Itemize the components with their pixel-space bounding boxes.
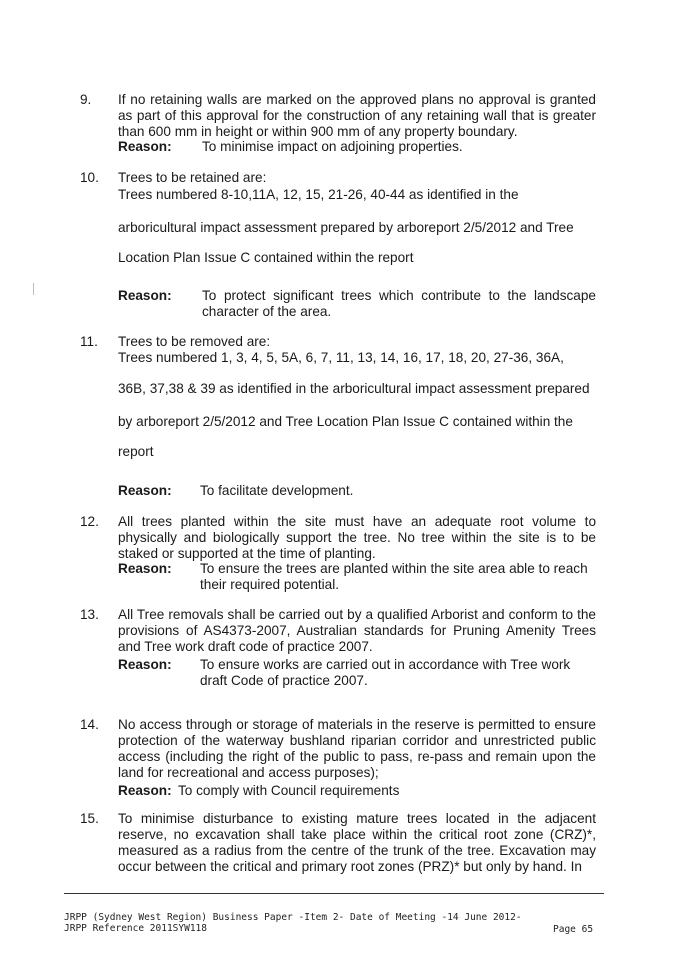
- reason-text: To ensure works are carried out in accordance with Tree work draft Code of practice 2007.: [200, 657, 571, 688]
- reason-text: To minimise impact on adjoining properties.: [202, 139, 463, 154]
- reason-label: Reason:: [118, 288, 172, 303]
- condition-line: by arboreport 2/5/2012 and Tree Location Plan Issue C contained within the: [118, 414, 573, 429]
- condition-line: report: [118, 444, 154, 459]
- condition-text: If no retaining walls are marked on the approved plans no approval is granted as part of this approval for the construction of any retaining wall that is greater than 600 mm in height or within 900 mm of any property boundary.: [118, 92, 596, 139]
- reason-text: To facilitate development.: [200, 483, 354, 498]
- reason-text: To comply with Council requirements: [178, 783, 400, 798]
- footer-divider: [64, 893, 604, 894]
- condition-number: 11.: [80, 334, 98, 349]
- condition-line: Trees to be retained are:: [118, 170, 267, 185]
- reason-label: Reason:: [118, 139, 172, 154]
- condition-line: Trees numbered 1, 3, 4, 5, 5A, 6, 7, 11, 13, 14, 16, 17, 18, 20, 27-36, 36A,: [118, 350, 564, 365]
- reason-text: To protect significant trees which contribute to the landscape character of the area.: [202, 288, 596, 319]
- footer-line-2: JRPP Reference 2011SYW118: [64, 923, 207, 934]
- condition-line: Trees to be removed are:: [118, 334, 271, 349]
- condition-number: 10.: [80, 170, 99, 185]
- condition-number: 13.: [80, 607, 99, 622]
- reason-label: Reason:: [118, 561, 172, 576]
- condition-number: 15.: [80, 811, 99, 826]
- condition-line: 36B, 37,38 & 39 as identified in the arboricultural impact assessment prepared: [118, 381, 590, 396]
- reason-label: Reason:: [118, 783, 172, 798]
- condition-line: arboricultural impact assessment prepared by arboreport 2/5/2012 and Tree: [118, 220, 574, 235]
- condition-number: 14.: [80, 717, 99, 732]
- reason-label: Reason:: [118, 657, 172, 672]
- condition-line: Location Plan Issue C contained within the report: [118, 250, 414, 265]
- condition-text: No access through or storage of materials in the reserve is permitted to ensure protection of the waterway bushland riparian corridor and unrestricted public access (including the right of the public to pass, re-pass and remain upon the land for recreational and access purposes);: [118, 717, 596, 780]
- condition-text: All Tree removals shall be carried out by a qualified Arborist and conform to the provisions of AS4373-2007, Australian standards for Pruning Amenity Trees and Tree work draft code of practice 2007.: [118, 607, 596, 654]
- reason-text: To ensure the trees are planted within the site area able to reach their required potential.: [200, 561, 588, 592]
- condition-text: All trees planted within the site must have an adequate root volume to physically and biologically support the tree. No tree within the site is to be staked or supported at the time of planting.: [118, 514, 596, 561]
- reason-label: Reason:: [118, 483, 172, 498]
- scan-margin-mark: [33, 283, 34, 295]
- condition-line: Trees numbered 8-10,11A, 12, 15, 21-26, 40-44 as identified in the: [118, 187, 519, 202]
- footer-line-1: JRPP (Sydney West Region) Business Paper -Item 2- Date of Meeting -14 June 2012-: [64, 912, 522, 923]
- condition-text: To minimise disturbance to existing mature trees located in the adjacent reserve, no excavation shall take place within the critical root zone (CRZ)*, measured as a radius from the centre of the trunk of the tree. Excavation may occur between the critical and primary root zones (PRZ)* but only by hand. In: [118, 811, 596, 874]
- page-number: Page 65: [553, 924, 594, 935]
- condition-number: 12.: [80, 514, 99, 529]
- condition-number: 9.: [80, 92, 92, 107]
